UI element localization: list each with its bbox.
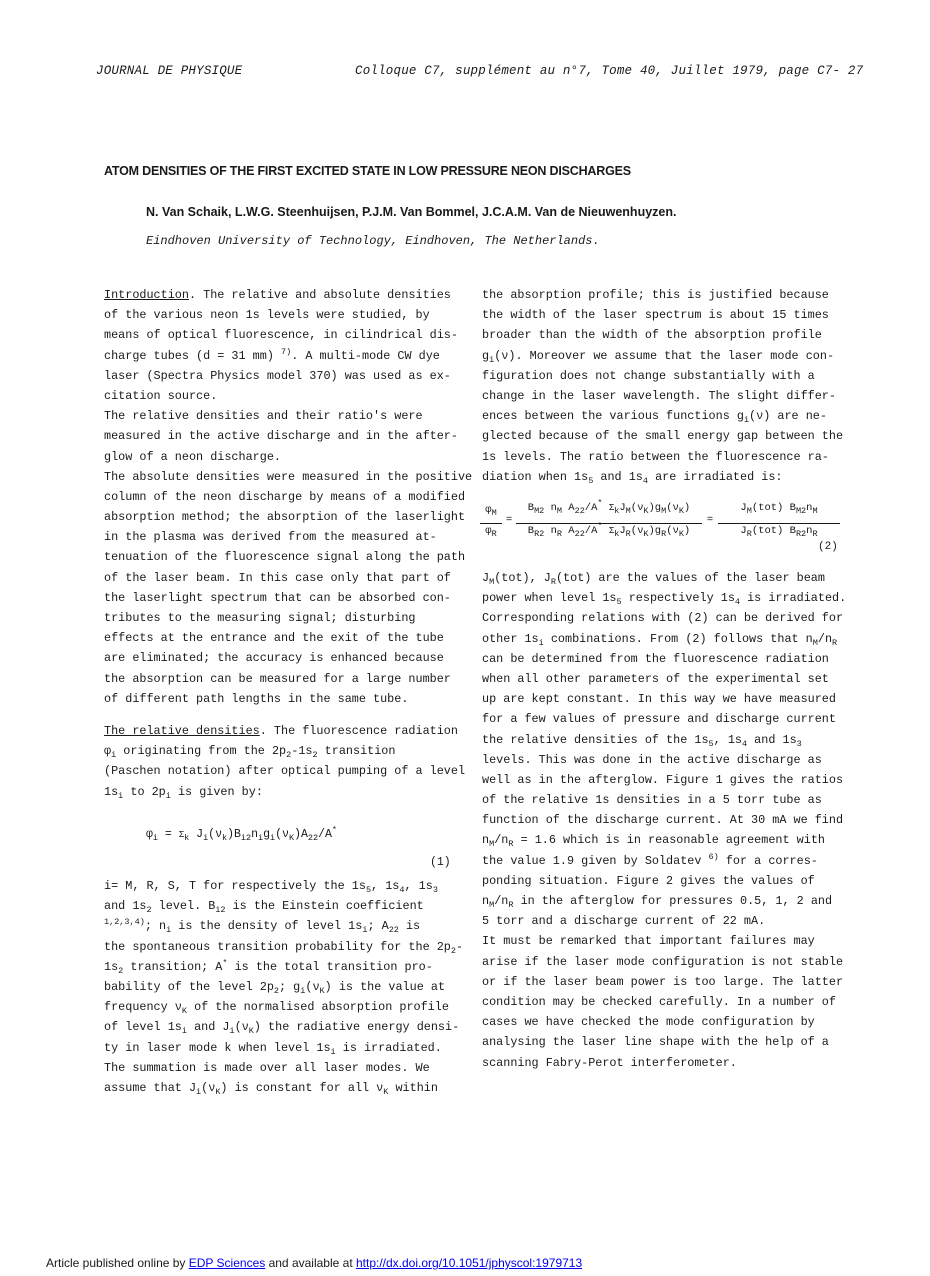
text-fragment: transition; A: [123, 959, 223, 974]
text-line: glected because of the small energy gap between the: [482, 429, 844, 444]
text-line: of the various neon 1s levels were studied, by: [104, 308, 430, 323]
equation-number: (2): [818, 541, 838, 553]
text-line: $^{1,2,3,4)}$; $n_i$ is the density of level $1s_i$; $A_{22}$ is: [104, 917, 421, 936]
text-line: 1s levels. The ratio between the fluorescence ra-: [482, 449, 829, 464]
text-line: ty in laser mode k when level $1s_i$ is irradiated.: [104, 1040, 442, 1057]
text-line: when all other parameters of the experimental set: [482, 671, 829, 686]
text-line: can be determined from the fluorescence radiation: [482, 651, 829, 666]
text-fragment: the value 1.9 given by Soldatev: [482, 853, 702, 868]
left-column: [104, 285, 473, 802]
text-line: the relative densities of the $1s_5$, $1s_4$ and $1s_3$: [482, 732, 802, 749]
author-list: N. Van Schaik, L.W.G. Steenhuijsen, P.J.M. Van Bommel, J.C.A.M. Van de Nieuwenhuyzen.: [146, 205, 677, 219]
text-line: means of optical fluorescence, in cilindrical dis-: [104, 328, 458, 343]
text-fragment: is the density of level 1s: [171, 919, 363, 934]
text-fragment: other 1s: [482, 631, 539, 646]
text-line: analysing the laser line shape with the help of a: [482, 1035, 829, 1050]
text-fragment: (tot) are the values of the laser beam: [555, 571, 825, 585]
text-fragment: respectively 1s: [621, 591, 735, 606]
reference-marker: 1,2,3,4): [104, 917, 145, 928]
footer-text: and available at: [265, 1256, 356, 1270]
text-fragment: is: [398, 919, 421, 934]
text-fragment: of the normalised absorption profile: [186, 1000, 449, 1015]
publisher-link[interactable]: EDP Sciences: [188, 1256, 266, 1270]
eq2-mid-numerator: $B_{M2}$ $n_M$ $A_{22}/A^*$ $\Sigma_kJ_M(\nu_K)g_M(\nu_K)$: [527, 498, 691, 516]
text-line: frequency $\nu_K$ of the normalised absorption profile: [104, 1000, 449, 1017]
text-fragment: ences between the various functions g: [482, 409, 744, 424]
text-fragment: , 1s: [713, 732, 742, 747]
publication-footer: [46, 1256, 582, 1270]
left-column-continued: [104, 876, 464, 1098]
text-fragment: combinations. From (2) follows that n: [543, 631, 813, 646]
text-line: the absorption can be measured for a large number: [104, 671, 451, 686]
text-line: tenuation of the fluorescence signal along the path: [104, 550, 466, 565]
text-line: in the plasma was derived from the measured at-: [104, 530, 437, 545]
text-line: broader than the width of the absorption profile: [482, 328, 822, 343]
text-fragment: -1s: [291, 744, 313, 759]
text-fragment: level. B: [151, 899, 216, 914]
text-line: ponding situation. Figure 2 gives the values of: [482, 873, 815, 888]
text-line: well as in the afterglow. Figure 1 gives the ratios: [482, 772, 844, 787]
text-fragment: diation when 1s: [482, 469, 589, 484]
text-line: the laserlight spectrum that can be absorbed con-: [104, 590, 451, 605]
text-line: and $1s_2$ level. $B_{i2}$ is the Einstein coefficient: [104, 899, 424, 916]
text-line: other $1s_i$ combinations. From (2) follows that $n_M/n_R$: [482, 631, 838, 648]
text-fragment: bability of the level 2p: [104, 979, 274, 994]
text-line: condition may be checked carefully. In a number of: [482, 994, 836, 1009]
text-line: function of the discharge current. At 30 mA we find: [482, 813, 844, 828]
right-column: [482, 285, 842, 487]
eq2-lhs-denominator: $\varphi_R$: [485, 525, 497, 539]
text-fragment: are ne-: [770, 409, 827, 424]
text-line: The summation is made over all laser modes. We: [104, 1060, 430, 1075]
text-line: $n_M/n_R$ in the afterglow for pressures 0.5, 1, 2 and: [482, 894, 833, 910]
text-line: of level $1s_i$ and $J_i(\nu_K)$ the radiative energy densi-: [104, 1020, 460, 1037]
text-line: of the relative 1s densities in a 5 torr tube as: [482, 793, 822, 808]
text-fragment: for a corres-: [718, 853, 818, 868]
text-line: tributes to the measuring signal; disturbing: [104, 611, 416, 625]
text-line: 5 torr and a discharge current of 22 mA.: [482, 914, 766, 929]
text-line: the width of the laser spectrum is about 15 times: [482, 308, 829, 323]
text-fragment: and 1s: [104, 899, 147, 914]
right-column-continued: [482, 568, 847, 1073]
text-line: [104, 721, 458, 741]
text-fragment: ; n: [144, 919, 167, 934]
text-fragment: is the value at: [331, 979, 446, 994]
text-fragment: originating from the 2p: [123, 744, 287, 759]
text-line: It must be remarked that important failures may: [482, 934, 815, 949]
text-fragment: is constant for all ν: [227, 1080, 384, 1095]
text-line: bability of the level $2p_2$; $g_i(\nu_K)$ is the value at: [104, 979, 446, 996]
eq2-mid-denominator: $B_{R2}$ $n_R$ $A_{22}/A^*$ $\Sigma_kJ_R(\nu_K)g_R(\nu_K)$: [527, 521, 691, 539]
eq2-rhs-denominator: $J_R(tot)$ $B_{R2}n_R$: [740, 525, 818, 539]
text-fragment: are irradiated is:: [647, 469, 783, 484]
text-fragment: the spontaneous transition probability for the 2p: [104, 939, 451, 954]
text-line: for a few values of pressure and discharge current: [482, 712, 836, 727]
reference-marker: 6): [708, 851, 719, 862]
text-fragment: . Moreover we assume that the laser mode con-: [515, 348, 835, 363]
equation-2: $\varphi_M$ $\varphi_R$ = $B_{M2}$ $n_M$ $A_{22}/A^*$ $\Sigma_kJ_M(\nu_K)g_M(\nu_K)$ $B_{R2}$ $n_R$ $A_{22}/A^*$ $\Sigma_kJ_R(\nu_K)g_R(\nu_K)$ = $J_M(tot)$ $B_{M2}n_M$ $J_R(tot)$ $B_{R2}n_R$: [480, 500, 850, 558]
text-fragment: power when level 1s: [482, 591, 617, 606]
text-fragment: to 2p: [123, 784, 166, 799]
text-line: (Paschen notation) after optical pumping of a level: [104, 764, 466, 779]
text-line: citation source.: [104, 388, 218, 403]
text-fragment: (tot), J: [494, 571, 551, 585]
text-line: i= M, R, S, T for respectively the $1s_5$, $1s_4$, $1s_3$: [104, 879, 438, 895]
text-fragment: within: [388, 1080, 438, 1095]
text-line: are eliminated; the accuracy is enhanced because: [104, 651, 444, 666]
paper-title: ATOM DENSITIES OF THE FIRST EXCITED STATE IN LOW PRESSURE NEON DISCHARGES: [104, 164, 631, 178]
text-fragment: i= M, R, S, T for respectively the 1s: [104, 879, 366, 893]
text-line: cases we have checked the mode configuration by: [482, 1015, 815, 1030]
text-line: arise if the laser mode configuration is not stable: [482, 954, 844, 969]
text-fragment: in the afterglow for pressures 0.5, 1, 2 and: [513, 894, 833, 908]
text-line: change in the laser wavelength. The slight differ-: [482, 388, 836, 403]
text-fragment: . The relative and absolute densities: [188, 288, 451, 302]
text-fragment: 1s: [104, 784, 119, 799]
text-line: effects at the entrance and the exit of the tube: [104, 631, 444, 646]
text-line: $1s_i$ to $2p_i$ is given by:: [104, 784, 263, 801]
text-fragment: of level 1s: [104, 1020, 182, 1035]
text-line: up are kept constant. In this way we have measured: [482, 692, 836, 707]
text-line: [104, 346, 454, 366]
text-fragment: ; g: [279, 979, 301, 994]
text-line: [482, 851, 842, 871]
text-line: the absorption profile; this is justified because: [482, 288, 829, 302]
text-fragment: , 1s: [371, 879, 400, 893]
text-fragment: ; A: [367, 919, 389, 934]
text-fragment: is the total transition pro-: [227, 959, 433, 974]
footer-text: Article published online by: [46, 1256, 189, 1270]
text-line: ences between the various functions $g_i(\nu)$ are ne-: [482, 409, 827, 426]
text-fragment: and 1s: [593, 469, 643, 484]
text-line: $n_M/n_R = 1.6$ which is in reasonable agreement with: [482, 833, 825, 850]
eq2-rhs-numerator: $J_M(tot)$ $B_{M2}n_M$: [740, 502, 818, 516]
text-fragment: frequency ν: [104, 1000, 182, 1015]
text-fragment: is irradiated.: [335, 1040, 442, 1055]
text-fragment: . The fluorescence radiation: [259, 723, 458, 738]
text-line: The absolute densities were measured in the positive: [104, 469, 473, 484]
text-fragment: charge tubes (d = 31 mm): [104, 348, 274, 363]
text-fragment: , 1s: [404, 879, 433, 893]
section-heading-introduction: Introduction: [104, 288, 189, 302]
text-fragment: transition: [317, 744, 396, 759]
text-line: or if the laser beam power is too large. The latter: [482, 974, 844, 989]
journal-name: JOURNAL DE PHYSIQUE: [96, 64, 243, 78]
text-line: laser (Spectra Physics model 370) was used as ex-: [104, 368, 451, 383]
text-line: The relative densities and their ratio's were: [104, 409, 423, 424]
text-fragment: 1s: [104, 959, 119, 974]
reference-marker: 7): [281, 346, 292, 357]
text-fragment: = 1.6 which is in reasonable agreement with: [513, 833, 825, 848]
text-line: of different path lengths in the same tube.: [104, 691, 409, 706]
doi-link[interactable]: http://dx.doi.org/10.1051/jphyscol:1979713: [355, 1256, 583, 1270]
text-fragment: the relative densities of the 1s: [482, 732, 709, 747]
text-fragment: and 1s: [747, 732, 797, 747]
text-fragment: . A multi-mode CW dye: [291, 348, 440, 363]
text-fragment: ty in laser mode k when level 1s: [104, 1040, 331, 1055]
text-line: scanning Fabry-Perot interferometer.: [482, 1055, 737, 1070]
text-line: $J_M(tot)$, $J_R(tot)$ are the values of the laser beam: [482, 571, 825, 587]
section-heading-relative-densities: The relative densities: [104, 723, 260, 738]
text-line: column of the neon discharge by means of a modified: [104, 489, 466, 504]
text-fragment: /n: [817, 631, 833, 646]
text-line: measured in the active discharge and in the after-: [104, 429, 458, 444]
text-line: levels. This was done in the active discharge as: [482, 752, 822, 767]
text-fragment: and J: [186, 1020, 230, 1035]
affiliation: Eindhoven University of Technology, Eindhoven, The Netherlands.: [146, 234, 600, 248]
eq2-lhs-numerator: $\varphi_M$: [485, 504, 497, 518]
text-line: power when level $1s_5$ respectively $1s_4$ is irradiated.: [482, 591, 847, 608]
text-fragment: is irradiated.: [740, 591, 847, 606]
text-line: Corresponding relations with (2) can be derived for: [482, 611, 844, 626]
text-line: $\varphi_i$ originating from the $2p_2-1s_2$ transition: [104, 744, 396, 761]
text-fragment: J: [482, 571, 490, 585]
text-line: [104, 285, 454, 305]
text-line: the spontaneous transition probability for the $2p_2-$: [104, 939, 464, 956]
journal-citation: Colloque C7, supplément au n°7, Tome 40, Juillet 1979, page C7- 27: [355, 64, 864, 78]
text-fragment: g: [482, 348, 490, 363]
equation-number: (1): [430, 856, 451, 869]
text-fragment: assume that J: [104, 1080, 197, 1095]
text-line: $g_i(\nu)$. Moreover we assume that the laser mode con-: [482, 348, 835, 365]
text-line: figuration does not change substantially with a: [482, 368, 815, 383]
text-line: absorption method; the absorption of the laserlight: [104, 510, 466, 525]
text-line: diation when $1s_5$ and $1s_4$ are irradiated is:: [482, 469, 783, 486]
text-line: assume that $J_i(\nu_K)$ is constant for all $\nu_K$ within: [104, 1080, 438, 1097]
text-fragment: is given by:: [170, 784, 263, 799]
text-line: glow of a neon discharge.: [104, 449, 281, 464]
equation-1: $\varphi_i = \Sigma_k$ $J_i(\nu_k)B_{i2}n_ig_i(\nu_K)A_{22}/A^*$: [146, 825, 337, 843]
text-line: of the laser beam. In this case only that part of: [104, 570, 451, 585]
text-fragment: the radiative energy densi-: [260, 1020, 460, 1035]
text-fragment: is the Einstein coefficient: [225, 899, 424, 914]
text-line: $1s_2$ transition; A* is the total transition pro-: [104, 957, 433, 976]
